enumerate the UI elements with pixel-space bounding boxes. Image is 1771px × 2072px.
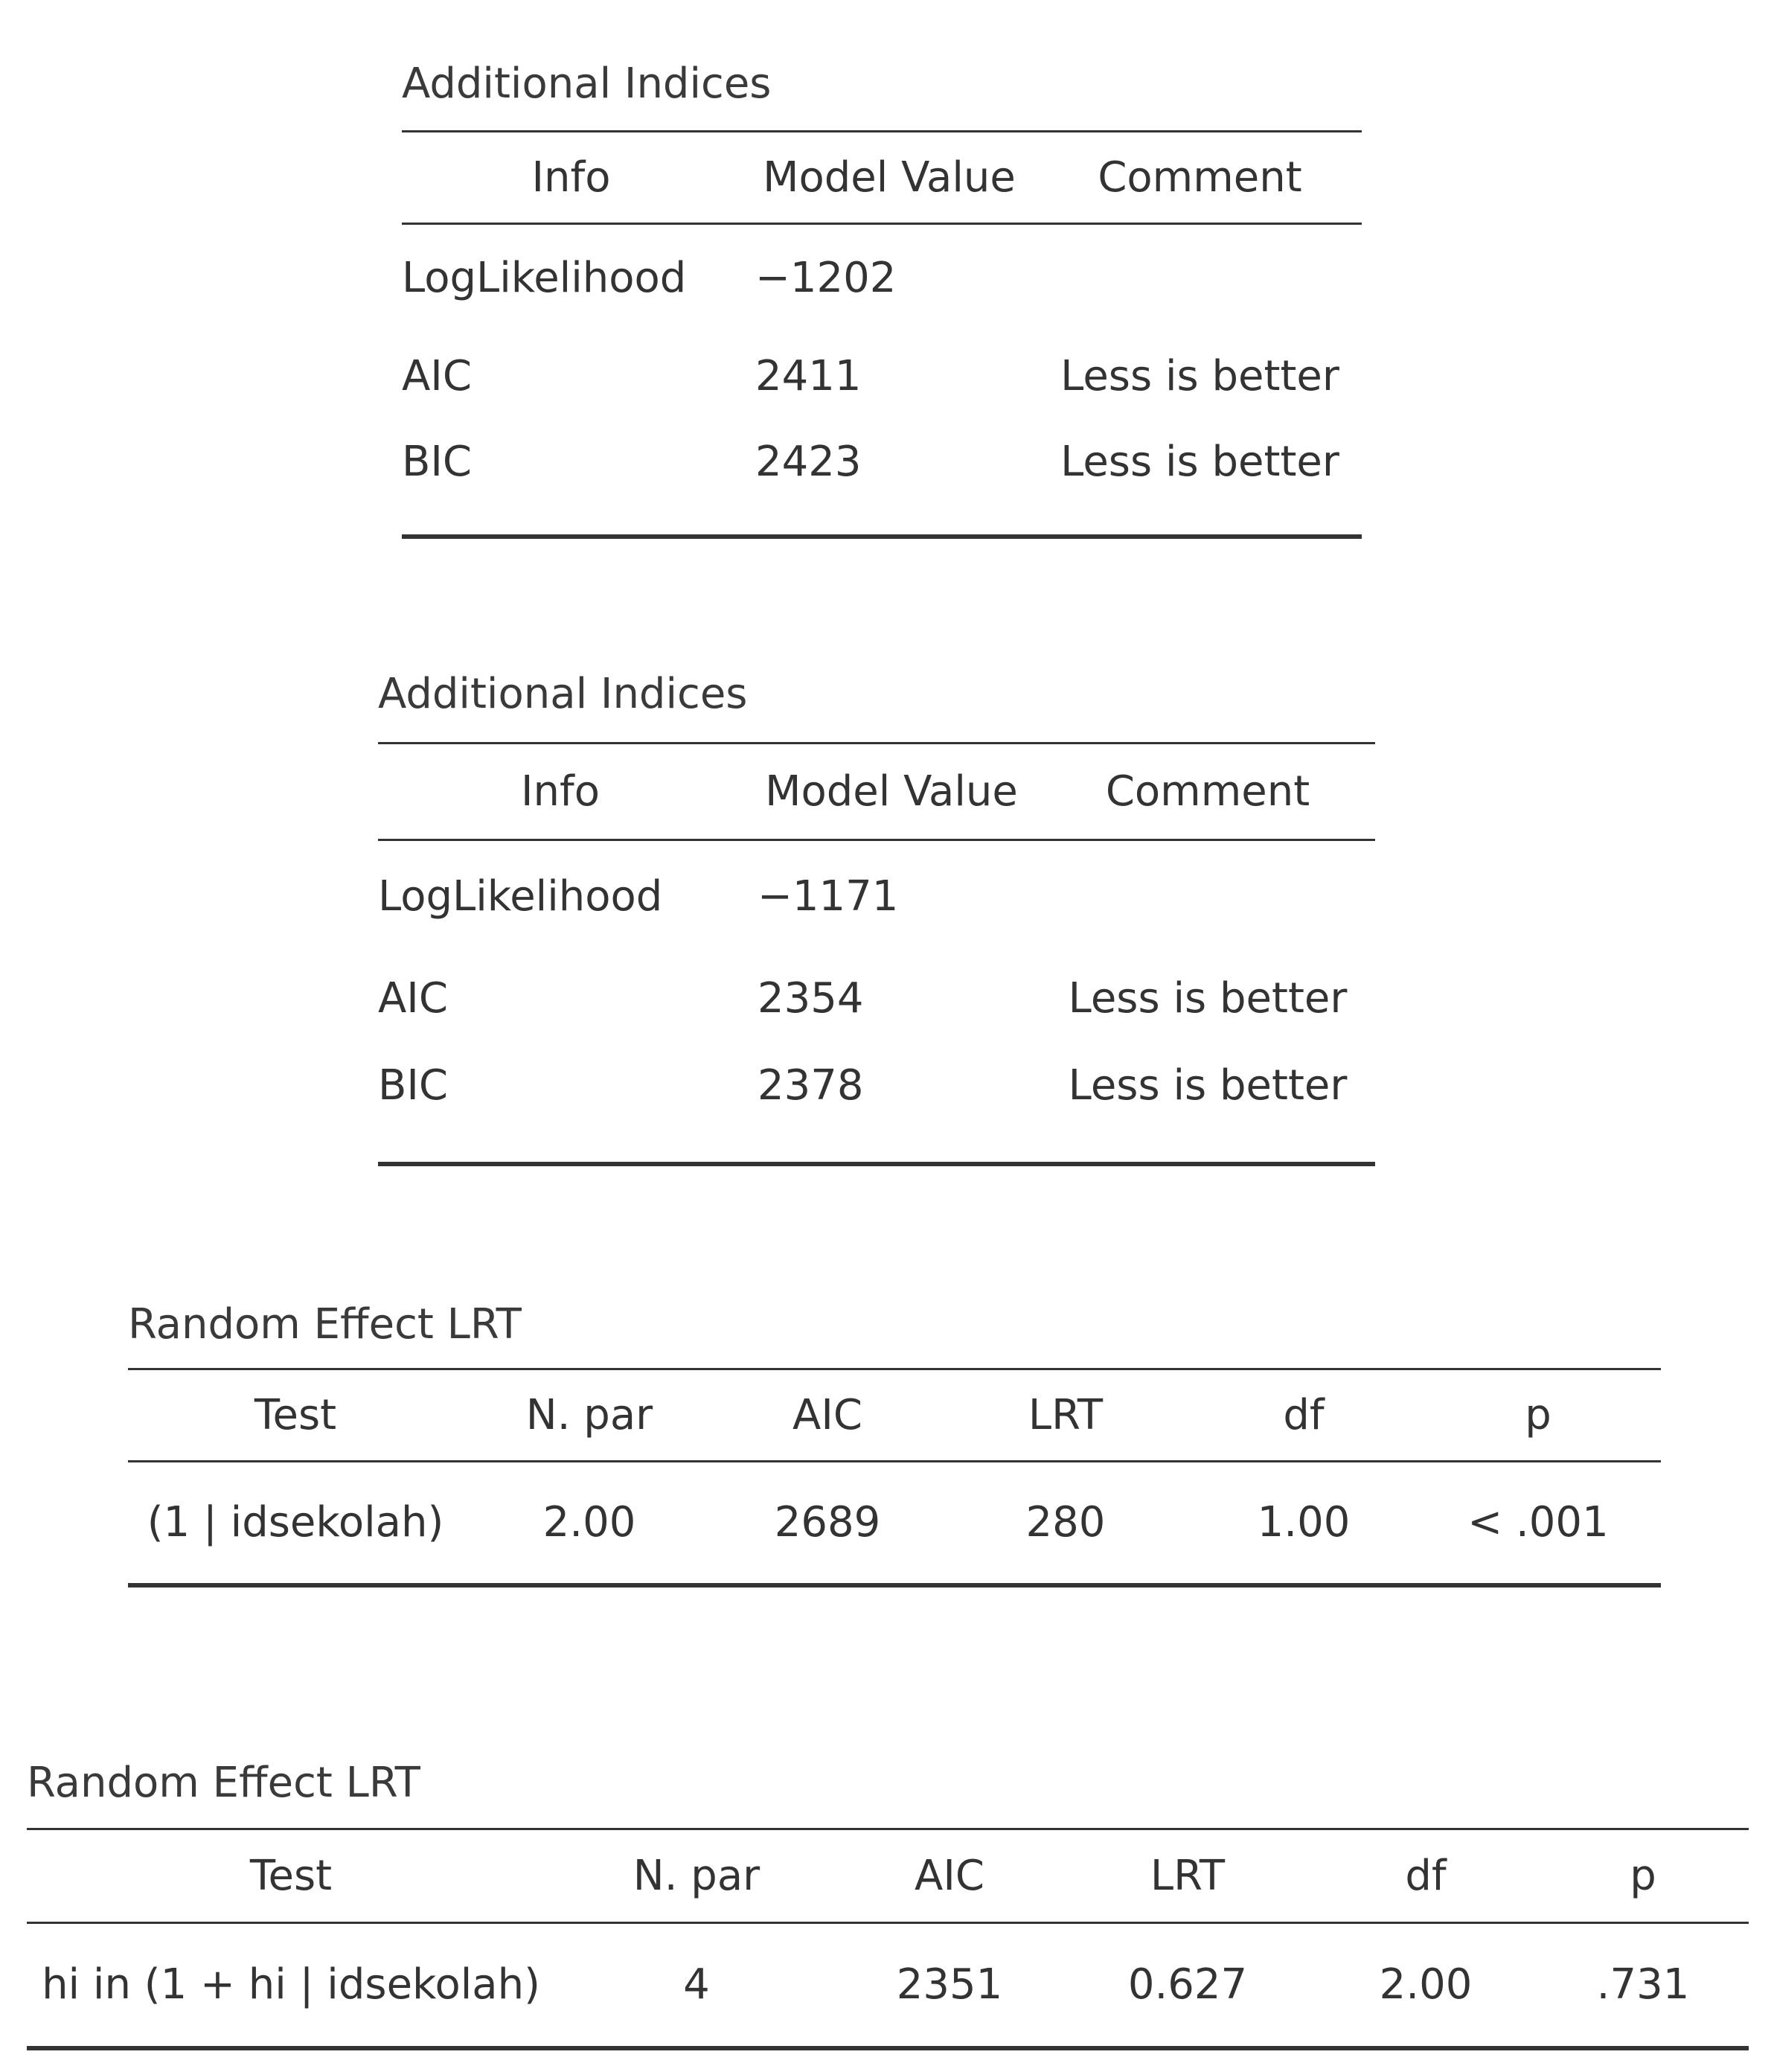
results-table <box>128 1368 1661 1587</box>
column-header: p <box>1630 1852 1656 1900</box>
table-row <box>402 421 1362 537</box>
table-cell: −1202 <box>755 254 897 303</box>
column-header: AIC <box>792 1391 862 1439</box>
column-header: Test <box>254 1391 337 1439</box>
column-header: Info <box>521 767 600 816</box>
table-cell: Less is better <box>1068 1061 1348 1110</box>
table-cell: Less is better <box>1060 352 1339 400</box>
table-cell: (1 | idsekolah) <box>147 1498 444 1547</box>
table-row <box>128 1462 1661 1585</box>
column-header: N. par <box>632 1852 760 1900</box>
table-header-row <box>378 744 1375 840</box>
table-cell: 2689 <box>774 1498 881 1547</box>
results-table <box>378 742 1375 1166</box>
column-header: df <box>1283 1391 1325 1439</box>
results-table <box>27 1828 1749 2050</box>
table-cell <box>1038 224 1362 332</box>
table-cell <box>1040 840 1375 952</box>
table-cell: 2.00 <box>542 1498 636 1547</box>
table-cell: 2411 <box>755 352 862 400</box>
table-header-row <box>128 1369 1661 1462</box>
random-effect-lrt-table-2 <box>27 1759 1749 2060</box>
table-cell: LogLikelihood <box>402 254 687 303</box>
table-title: Additional Indices <box>402 60 772 108</box>
table-cell: AIC <box>378 973 448 1023</box>
table-row <box>378 1045 1375 1164</box>
column-header: N. par <box>525 1391 653 1439</box>
table-cell: BIC <box>378 1061 449 1110</box>
table-row <box>27 1923 1749 2048</box>
column-header: Comment <box>1098 153 1302 202</box>
table-cell: 2351 <box>896 1960 1003 2009</box>
column-header: LRT <box>1028 1391 1104 1439</box>
column-header: df <box>1405 1852 1447 1900</box>
table-cell: LogLikelihood <box>378 872 663 921</box>
table-title: Additional Indices <box>378 670 748 718</box>
table-row <box>378 840 1375 952</box>
table-cell: 4 <box>683 1960 710 2009</box>
results-table <box>402 130 1362 539</box>
table-cell: Less is better <box>1068 973 1348 1023</box>
table-cell: .731 <box>1596 1960 1690 2009</box>
table-cell: 2378 <box>758 1061 864 1110</box>
table-cell: < .001 <box>1467 1498 1609 1547</box>
column-header: Model Value <box>763 153 1016 202</box>
additional-indices-table-2 <box>378 670 1375 1165</box>
column-header: Model Value <box>765 767 1018 816</box>
table-header-row <box>402 132 1362 224</box>
table-title: Random Effect LRT <box>27 1759 420 1807</box>
table-cell: 1.00 <box>1257 1498 1351 1547</box>
table-cell: AIC <box>402 352 472 400</box>
table-cell: hi in (1 + hi | idsekolah) <box>42 1960 540 2009</box>
table-cell: 2.00 <box>1379 1960 1473 2009</box>
column-header: Info <box>531 153 611 202</box>
additional-indices-table-1 <box>402 60 1362 540</box>
column-header: p <box>1525 1391 1551 1439</box>
table-cell: 280 <box>1025 1498 1106 1547</box>
column-header: LRT <box>1150 1852 1226 1900</box>
table-cell: BIC <box>402 437 473 486</box>
table-row <box>402 332 1362 421</box>
table-row <box>402 224 1362 332</box>
table-cell: 2354 <box>758 973 864 1023</box>
random-effect-lrt-table-1 <box>128 1300 1661 1602</box>
column-header: Comment <box>1105 767 1310 816</box>
table-row <box>378 952 1375 1045</box>
table-cell: 2423 <box>755 437 862 486</box>
table-title: Random Effect LRT <box>128 1300 522 1349</box>
table-cell: −1171 <box>758 872 899 921</box>
column-header: Test <box>249 1852 333 1900</box>
table-header-row <box>27 1829 1749 1923</box>
table-cell: 0.627 <box>1127 1960 1248 2009</box>
table-cell: Less is better <box>1060 437 1339 486</box>
column-header: AIC <box>915 1852 984 1900</box>
